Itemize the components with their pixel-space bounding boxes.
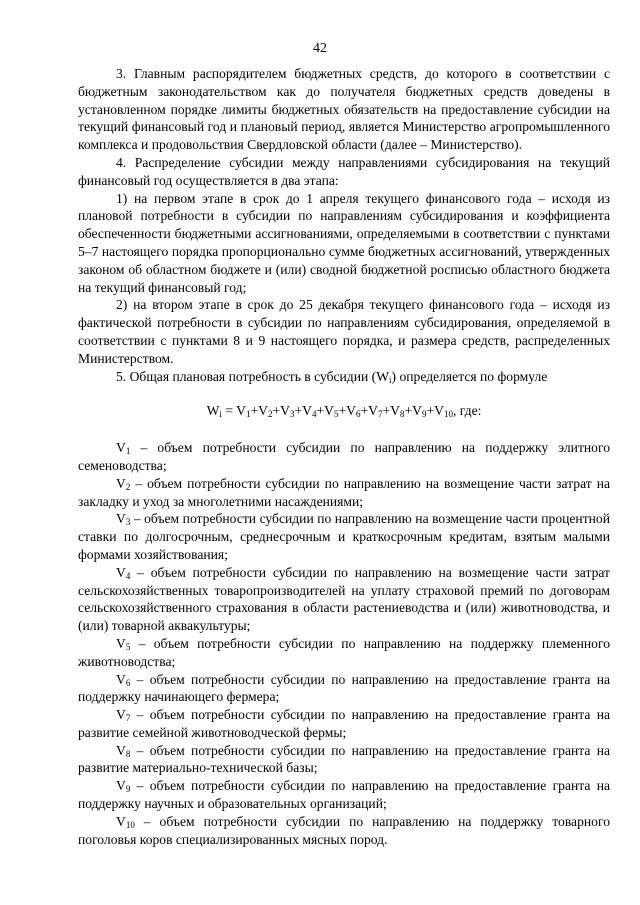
formula-plus: +	[360, 403, 369, 419]
formula-plus: +	[404, 403, 413, 419]
definition-symbol: V	[116, 475, 126, 491]
definition-symbol: V	[116, 564, 126, 580]
formula-term-index: 2	[267, 409, 273, 420]
definition-text: – объем потребности субсидии по направлению на возмещение части затрат сельскохозяйственных товаропроизводителей на уплату страховой премий по договорам сельскохозяйственного страхования в области растениеводства и (или) животноводства, и (или) товарной аквакультуры;	[78, 564, 610, 634]
formula-term-index: 4	[311, 409, 317, 420]
paragraph-5-sub: i	[389, 374, 392, 385]
formula-term-index: 8	[399, 409, 405, 420]
definition-item	[78, 813, 610, 849]
formula-term-symbol: V	[258, 403, 268, 419]
definition-symbol: V	[116, 778, 126, 794]
formula-term-index: 1	[245, 409, 251, 420]
definition-index: 8	[125, 748, 131, 759]
definition-index: 9	[125, 784, 131, 795]
formula-term-index: 10	[443, 409, 453, 420]
formula-plus: +	[338, 403, 347, 419]
formula-term-symbol: V	[346, 403, 356, 419]
definition-text: – объем потребности субсидии по направлению на предоставление гранта на поддержку научных и образовательных организаций;	[78, 778, 610, 812]
definition-index: 10	[125, 819, 135, 830]
definition-item	[78, 564, 610, 635]
page-number: 42	[313, 41, 327, 56]
definition-text: – объем потребности субсидии по направлению на предоставление гранта на поддержку начинающего фермера;	[78, 671, 610, 705]
definition-text: – объем потребности субсидии по направлению на предоставление гранта на развитие семейной животноводческой фермы;	[78, 707, 610, 740]
definition-item	[78, 510, 610, 563]
formula-term-index: 6	[355, 409, 361, 420]
definition-index: 1	[125, 446, 131, 457]
definition-item	[78, 635, 610, 671]
paragraph-5	[78, 368, 610, 386]
definition-symbol: V	[116, 671, 126, 687]
definition-item	[78, 742, 610, 778]
definition-symbol: V	[116, 813, 126, 829]
paragraph-5-pre: 5. Общая плановая потребность в субсидии (W	[116, 368, 390, 384]
definitions-list	[78, 439, 610, 848]
formula-term-index: 9	[421, 409, 427, 420]
formula-plus: +	[382, 403, 391, 419]
definition-item	[78, 706, 610, 742]
definition-item	[78, 671, 610, 707]
formula-plus: +	[426, 403, 435, 419]
formula-term-symbol: V	[434, 403, 444, 419]
definition-text: – объем потребности субсидии по направлению на поддержку товарного поголовья коров специализированных мясных пород.	[78, 813, 610, 847]
formula-plus: +	[272, 403, 281, 419]
definition-index: 3	[125, 517, 131, 528]
definition-index: 6	[125, 677, 131, 688]
paragraph-4-stage-1: 1) на первом этапе в срок до 1 апреля текущего финансового года – исходя из плановой потребности в субсидии по направлениям субсидирования и коэффициента обеспеченности бюджетными ассигнованиями, определяемыми в соответствии с пунктами 5–7 настоящего порядка пропорционально сумме бюджетных ассигнований, утвержденных законом об областном бюджете и (или) сводной бюджетной росписью областного бюджета на текущий финансовый год;	[78, 190, 610, 295]
definition-symbol: V	[116, 635, 126, 651]
formula-term-symbol: V	[302, 403, 312, 419]
paragraph-3: 3. Главным распорядителем бюджетных средств, до которого в соответствии с бюджетным законодательством как до получателя бюджетных средств доведены в установленном порядке лимиты бюджетных обязательств на предоставление субсидии на текущий финансовый год и плановый период, является Министерство агропромышленного комплекса и продовольствия Свердловской области (далее – Министерство).	[78, 66, 610, 153]
formula-plus: +	[250, 403, 259, 419]
definition-index: 4	[125, 570, 131, 581]
definition-index: 2	[125, 481, 131, 492]
definition-symbol: V	[116, 440, 126, 456]
definition-item	[78, 475, 610, 511]
paragraph-4: 4. Распределение субсидии между направлениями субсидирования на текущий финансовый год осуществляется в два этапа:	[78, 154, 610, 188]
formula-plus: +	[294, 403, 303, 419]
paragraph-5-post: ) определяется по формуле	[391, 368, 548, 384]
paragraph-4-stage-2: 2) на втором этапе в срок до 25 декабря текущего финансового года – исходя из фактической потребности в субсидии по направлениям субсидирования, определяемой в соответствии с пунктами 8 и 9 настоящего порядка, и размера средств, распределенных Министерством.	[78, 297, 610, 366]
definition-text: – объем потребности субсидии по направлению на поддержку элитного семеноводства;	[78, 440, 610, 473]
formula-term-index: 3	[289, 409, 295, 420]
formula-term-symbol: V	[368, 403, 378, 419]
formula-term-symbol: V	[324, 403, 334, 419]
formula-term-symbol: V	[390, 403, 400, 419]
definition-symbol: V	[116, 742, 126, 758]
formula-term-symbol: V	[412, 403, 422, 419]
definition-text: – объем потребности субсидии по направлению на предоставление гранта на развитие материально-технической базы;	[78, 742, 610, 776]
definition-text: – объем потребности субсидии по направлению на возмещение части затрат на закладку и уход за многолетними насаждениями;	[78, 475, 610, 509]
definition-index: 7	[125, 713, 131, 724]
definition-item	[78, 777, 610, 813]
definition-symbol: V	[116, 511, 126, 527]
formula-plus: +	[316, 403, 325, 419]
formula-terms	[236, 403, 453, 418]
formula-suffix: , где:	[452, 403, 482, 419]
formula-term-index: 7	[377, 409, 383, 420]
definition-text: – объем потребности субсидии по направлению на возмещение части процентной ставки по долгосрочным, среднесрочным и краткосрочным кредитам, взятым малыми формами хозяйствования;	[78, 511, 610, 562]
formula-lhs: W	[206, 403, 220, 419]
formula-lhs-sub: i	[219, 409, 222, 420]
formula-eq: =	[221, 403, 237, 419]
formula	[78, 385, 610, 439]
formula-term-symbol: V	[236, 403, 246, 419]
definition-index: 5	[125, 641, 131, 652]
definition-item	[78, 439, 610, 475]
document-body	[78, 65, 610, 848]
formula-term-symbol: V	[280, 403, 290, 419]
definition-symbol: V	[116, 707, 126, 723]
definition-text: – объем потребности субсидии по направлению на поддержку племенного животноводства;	[78, 635, 610, 669]
formula-term-index: 5	[333, 409, 339, 420]
